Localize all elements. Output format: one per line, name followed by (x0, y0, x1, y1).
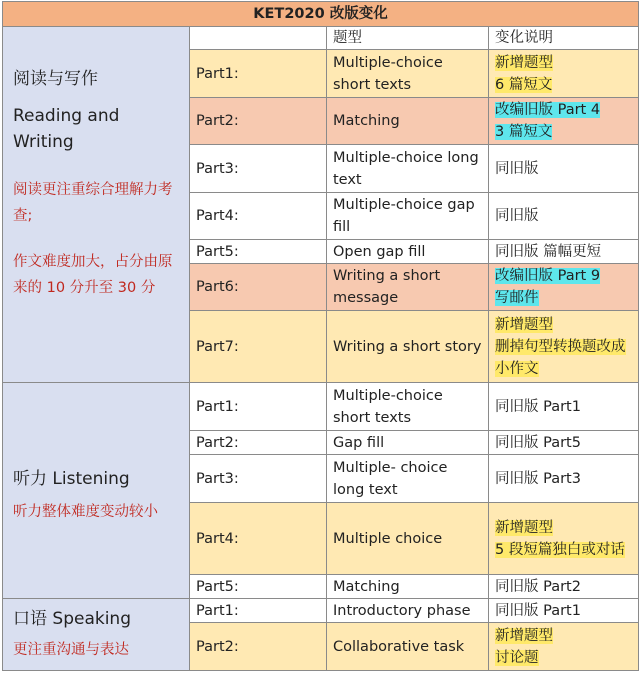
change-text: 新增题型 (495, 54, 553, 71)
change-text: 6 篇短文 (495, 76, 553, 93)
type-cell: Matching (327, 575, 489, 599)
type-cell: Matching (327, 98, 489, 145)
part-cell: Part3: (190, 145, 327, 193)
type-cell: Multiple-choice gap fill (327, 193, 489, 240)
change-text: 新增题型 (495, 627, 553, 644)
change-text: 同旧版 (495, 208, 539, 224)
change-cell (489, 431, 639, 455)
section-note: 听力整体难度变动较小 (13, 504, 158, 520)
part-cell: Part2: (190, 431, 327, 455)
section-listening (3, 383, 190, 599)
change-text: 新增题型 (495, 519, 553, 536)
part-cell: Part6: (190, 264, 327, 311)
change-cell (489, 383, 639, 431)
part-cell: Part4: (190, 503, 327, 575)
change-text: 写邮件 (495, 290, 539, 306)
section-note: 作文难度加大，占分由原来的 10 分升至 30 分 (13, 254, 173, 296)
section-note: 更注重沟通与表达 (13, 642, 129, 658)
change-cell (489, 50, 639, 98)
type-cell: Multiple-choice long text (327, 145, 489, 193)
type-cell: Multiple choice (327, 503, 489, 575)
part-cell: Part7: (190, 311, 327, 383)
header-change: 变化说明 (489, 27, 639, 50)
part-cell: Part4: (190, 193, 327, 240)
change-text: 同旧版 Part1 (495, 602, 581, 619)
table-row (3, 383, 639, 431)
header-row (3, 27, 639, 50)
change-cell (489, 193, 639, 240)
type-cell: Introductory phase (327, 599, 489, 623)
part-cell: Part1: (190, 383, 327, 431)
type-cell: Multiple- choice long text (327, 455, 489, 503)
change-cell (489, 311, 639, 383)
header-part (190, 27, 327, 50)
part-cell: Part2: (190, 623, 327, 671)
type-cell: Collaborative task (327, 623, 489, 671)
change-text: 3 篇短文 (495, 124, 553, 140)
type-cell: Multiple-choice short texts (327, 50, 489, 98)
change-cell (489, 623, 639, 671)
change-text: 改编旧版 Part 4 (495, 102, 601, 118)
section-name: 口语 Speaking (13, 609, 131, 629)
change-cell (489, 455, 639, 503)
type-cell: Multiple-choice short texts (327, 383, 489, 431)
change-text: 同旧版 Part3 (495, 470, 581, 487)
change-text: 同旧版 (495, 160, 539, 177)
change-cell (489, 575, 639, 599)
part-cell: Part3: (190, 455, 327, 503)
header-type: 题型 (327, 27, 489, 50)
part-cell: Part2: (190, 98, 327, 145)
table-title: KET2020 改版变化 (3, 2, 639, 27)
ket-comparison-table-container (2, 1, 638, 681)
part-cell: Part5: (190, 575, 327, 599)
section-name-cn: 阅读与写作 (13, 69, 98, 89)
type-cell: Gap fill (327, 431, 489, 455)
part-cell: Part5: (190, 240, 327, 264)
section-reading-writing (3, 27, 190, 383)
section-name-en: Reading and Writing (13, 106, 120, 152)
change-cell (489, 599, 639, 623)
change-cell (489, 145, 639, 193)
part-cell: Part1: (190, 599, 327, 623)
change-text: 同旧版 Part1 (495, 398, 581, 415)
change-text: 删掉句型转换题改成小作文 (495, 338, 626, 377)
section-note: 阅读更注重综合理解力考查; (13, 182, 173, 224)
table-row (3, 599, 639, 623)
change-text: 新增题型 (495, 316, 553, 333)
change-cell (489, 503, 639, 575)
part-cell: Part1: (190, 50, 327, 98)
type-cell: Open gap fill (327, 240, 489, 264)
change-text: 讨论题 (495, 649, 539, 666)
change-text: 改编旧版 Part 9 (495, 268, 601, 284)
type-cell: Writing a short story (327, 311, 489, 383)
change-cell (489, 264, 639, 311)
change-text: 同旧版 篇幅更短 (495, 243, 602, 260)
change-cell (489, 98, 639, 145)
section-name: 听力 Listening (13, 469, 130, 489)
type-cell: Writing a short message (327, 264, 489, 311)
ket-comparison-table (2, 1, 639, 671)
change-cell (489, 240, 639, 264)
change-text: 5 段短篇独白或对话 (495, 541, 625, 558)
change-text: 同旧版 Part5 (495, 434, 581, 451)
change-text: 同旧版 Part2 (495, 578, 581, 595)
section-speaking (3, 599, 190, 671)
